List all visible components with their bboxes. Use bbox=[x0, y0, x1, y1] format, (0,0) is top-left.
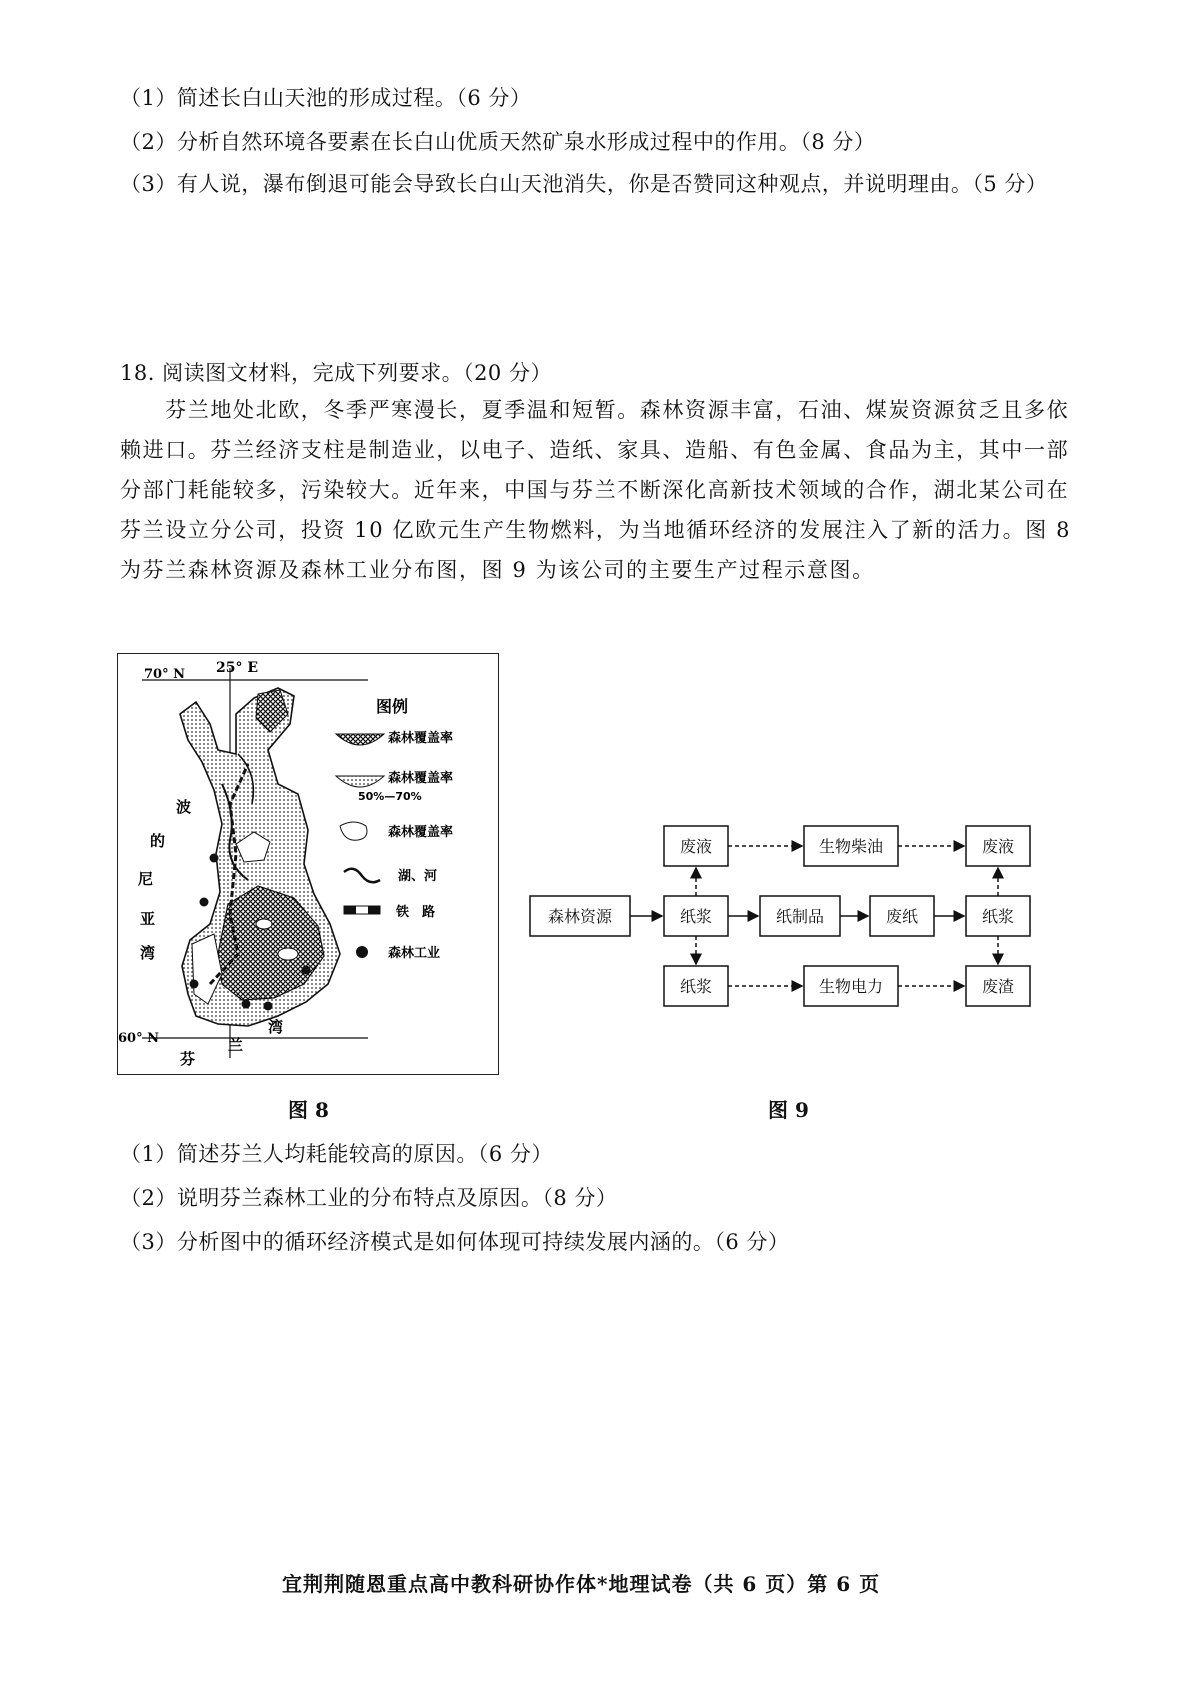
lat-70-label: 70° N bbox=[144, 667, 185, 682]
label-residue: 废渣 bbox=[981, 977, 1015, 996]
forest-industry-dot bbox=[242, 1000, 251, 1009]
question-18-material bbox=[120, 390, 1071, 590]
map-legend bbox=[336, 697, 453, 961]
label-biodiesel: 生物柴油 bbox=[818, 837, 884, 856]
label-bio-power: 生物电力 bbox=[818, 977, 884, 996]
forest-industry-dot bbox=[302, 966, 311, 975]
question-17-1: （1）简述长白山天池的形成过程。（6 分） bbox=[120, 86, 532, 110]
medium-forest-swatch bbox=[336, 776, 384, 787]
question-18-2: （2）说明芬兰森林工业的分布特点及原因。（8 分） bbox=[120, 1186, 618, 1210]
gulf-bothnia-char: 亚 bbox=[140, 910, 156, 928]
forest-industry-dot bbox=[190, 980, 199, 989]
question-17-2: （2）分析自然环境各要素在长白山优质天然矿泉水形成过程中的作用。（8 分） bbox=[120, 130, 876, 154]
map-graphic bbox=[118, 654, 498, 1074]
gulf-bothnia-char: 湾 bbox=[140, 944, 156, 962]
label-forest-resource: 森林资源 bbox=[547, 907, 613, 926]
legend-label: 森林覆盖率 bbox=[388, 731, 454, 746]
material-line: 为芬兰森林资源及森林工业分布图，图 9 为该公司的主要生产过程示意图。 bbox=[120, 558, 875, 582]
forest-industry-dot bbox=[356, 946, 368, 958]
label-pulp: 纸浆 bbox=[981, 907, 1015, 926]
finland-forest-map bbox=[117, 653, 499, 1075]
lake-river-icon bbox=[344, 869, 380, 882]
longitude-label: 25° E bbox=[216, 660, 259, 676]
label-pulp: 纸浆 bbox=[679, 977, 713, 996]
label-waste-liquid: 废液 bbox=[679, 837, 713, 856]
question-18-heading: 18. 阅读图文材料，完成下列要求。（20 分） bbox=[120, 361, 552, 385]
page-footer: 宜荆荆随恩重点高中教科研协作体*地理试卷（共 6 页）第 6 页 bbox=[282, 1572, 881, 1596]
gulf-finland-char: 湾 bbox=[268, 1018, 284, 1036]
gulf-finland-char: 芬 bbox=[180, 1050, 196, 1068]
dense-forest-swatch bbox=[336, 734, 384, 745]
lake-2 bbox=[256, 919, 272, 929]
legend-label: 森林覆盖率 bbox=[388, 771, 454, 786]
legend-label: 森林工业 bbox=[388, 946, 441, 961]
material-line: 分部门耗能较多，污染较大。近年来，中国与芬兰不断深化高新技术领域的合作，湖北某公司在 bbox=[120, 478, 1070, 502]
lake-1 bbox=[278, 948, 298, 960]
question-18-3: （3）分析图中的循环经济模式是如何体现可持续发展内涵的。（6 分） bbox=[120, 1230, 790, 1254]
forest-industry-dot bbox=[210, 854, 219, 863]
gulf-finland-char: 兰 bbox=[228, 1036, 244, 1054]
gulf-bothnia-char: 的 bbox=[150, 832, 166, 850]
legend-label: 铁 路 bbox=[396, 905, 436, 920]
gulf-bothnia-char: 尼 bbox=[138, 870, 154, 888]
figure-8-caption: 图 8 bbox=[288, 1098, 329, 1122]
legend-label: 森林覆盖率 bbox=[388, 825, 454, 840]
legend-label: 湖、河 bbox=[398, 869, 438, 884]
label-waste-liquid: 废液 bbox=[981, 837, 1015, 856]
material-line: 赖进口。芬兰经济支柱是制造业，以电子、造纸、家具、造船、有色金属、食品为主，其中一部 bbox=[120, 438, 1070, 462]
forest-industry-dot bbox=[200, 898, 209, 907]
lat-60-label: 60° N bbox=[118, 1031, 159, 1046]
forest-industry-dot bbox=[264, 1002, 273, 1011]
legend-sub: 50%—70% bbox=[358, 790, 422, 803]
legend-title: 图例 bbox=[376, 697, 409, 716]
figure-9-caption: 图 9 bbox=[768, 1098, 809, 1122]
low-forest-swatch bbox=[340, 822, 367, 840]
gulf-bothnia-char: 波 bbox=[176, 798, 192, 816]
label-waste-paper: 废纸 bbox=[885, 907, 919, 926]
question-18-1: （1）简述芬兰人均耗能较高的原因。（6 分） bbox=[120, 1142, 553, 1166]
material-line: 芬兰设立分公司，投资 10 亿欧元生产生物燃料，为当地循环经济的发展注入了新的活力。图 8 bbox=[120, 518, 1072, 542]
question-17-3: （3）有人说，瀑布倒退可能会导致长白山天池消失，你是否赞同这种观点，并说明理由。（5 分） bbox=[120, 172, 1048, 196]
production-flow-diagram bbox=[520, 800, 1050, 1020]
material-line: 芬兰地处北欧，冬季严寒漫长，夏季温和短暂。森林资源丰富，石油、煤炭资源贫乏且多依 bbox=[120, 398, 1070, 422]
label-pulp: 纸浆 bbox=[679, 907, 713, 926]
label-paper-products: 纸制品 bbox=[775, 907, 825, 926]
